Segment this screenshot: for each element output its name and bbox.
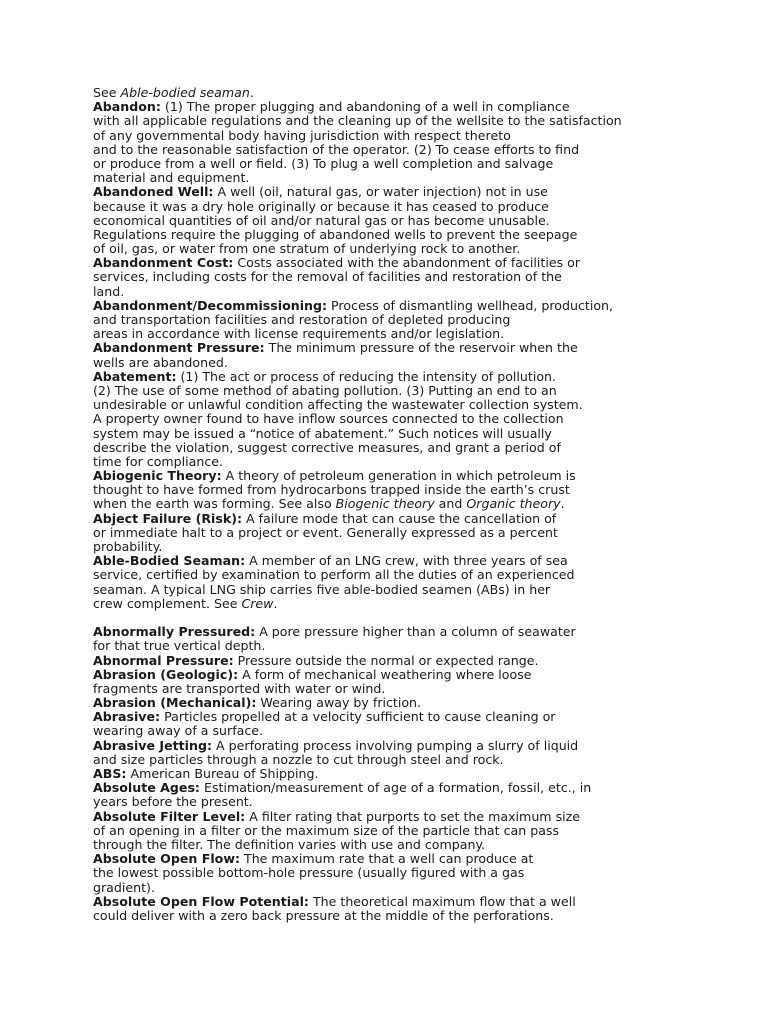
term-heading: Abandoned Well: (93, 184, 214, 200)
glossary-block-b (93, 625, 653, 923)
text-line (93, 810, 653, 824)
definition-text: and transportation facilities and restoration of depleted producing (93, 312, 511, 327)
text-line (93, 781, 653, 795)
text-line (93, 497, 653, 511)
text-line (93, 540, 653, 554)
glossary-block-a (93, 86, 653, 611)
text-line (93, 299, 653, 313)
text-line (93, 583, 653, 597)
definition-text: A member of an LNG crew, with three years of sea (245, 553, 568, 569)
text-line (93, 824, 653, 838)
text-line (93, 469, 653, 483)
cross-reference: Able-bodied seaman (120, 85, 250, 100)
text-line (93, 256, 653, 270)
text-line (93, 710, 653, 724)
definition-text: A well (oil, natural gas, or water injection) not in use (213, 184, 548, 200)
text-line (93, 270, 653, 284)
text-line (93, 441, 653, 455)
text-line (93, 455, 653, 469)
term-heading: Abandonment Cost: (93, 255, 234, 271)
definition-text: describe the violation, suggest corrective measures, and grant a period of (93, 439, 561, 455)
text-line (93, 909, 653, 923)
definition-text: A form of mechanical weathering where loose (238, 666, 532, 682)
term-heading: Abnormal Pressure: (93, 652, 234, 668)
definition-text: areas in accordance with license requirements and/or legislation. (93, 326, 505, 342)
definition-text: (2) The use of some method of abating pollution. (3) Putting an end to an (93, 382, 557, 398)
text-line (93, 114, 653, 128)
text-line (93, 370, 653, 384)
text-line (93, 483, 653, 497)
text-line (93, 200, 653, 214)
text-line (93, 838, 653, 852)
text-line (93, 384, 653, 398)
term-heading: Abrasion (Geologic): (93, 666, 239, 682)
definition-text: A pore pressure higher than a column of seawater (255, 624, 576, 640)
definition-text: Pressure outside the normal or expected range. (233, 652, 539, 668)
definition-text: years before the present. (93, 794, 253, 810)
definition-text: Particles propelled at a velocity sufficient to cause cleaning or (160, 709, 556, 725)
text-line (93, 597, 653, 611)
text-line (93, 767, 653, 781)
definition-text: material and equipment. (93, 170, 250, 186)
definition-text: and (434, 496, 467, 512)
definition-text: the lowest possible bottom-hole pressure (usually figured with a gas (93, 865, 525, 881)
text-line (93, 739, 653, 753)
text-line (93, 157, 653, 171)
text-line (93, 86, 653, 100)
definition-text: or produce from a well or field. (3) To plug a well completion and salvage (93, 155, 554, 171)
term-heading: Abiogenic Theory: (93, 468, 222, 484)
definition-text: wearing away of a surface. (93, 723, 264, 739)
definition-text: probability. (93, 539, 163, 554)
term-heading: Absolute Open Flow: (93, 851, 240, 867)
text-line (93, 171, 653, 185)
definition-text: A theory of petroleum generation in which petroleum is (221, 468, 576, 484)
definition-text: The maximum rate that a well can produce at (240, 851, 534, 867)
document-page (93, 86, 653, 923)
definition-text: The minimum pressure of the reservoir when the (264, 340, 578, 356)
text-line (93, 554, 653, 568)
text-line (93, 214, 653, 228)
term-heading: Abandonment/Decommissioning: (93, 297, 328, 313)
term-heading: Abject Failure (Risk): (93, 510, 243, 526)
definition-text: A filter rating that purports to set the maximum size (245, 808, 580, 824)
text-line (93, 895, 653, 909)
term-heading: Abrasive Jetting: (93, 737, 213, 753)
definition-text: services, including costs for the removal of facilities and restoration of the (93, 269, 562, 285)
text-line (93, 412, 653, 426)
definition-text: (1) The act or process of reducing the intensity of pollution. (176, 368, 557, 384)
definition-text: because it was a dry hole originally or because it has ceased to produce (93, 198, 549, 214)
term-heading: Absolute Open Flow Potential: (93, 893, 309, 909)
definition-text: of oil, gas, or water from one stratum of underlying rock to another. (93, 241, 521, 257)
text-line (93, 398, 653, 412)
term-heading: Absolute Filter Level: (93, 808, 246, 824)
definition-text: American Bureau of Shipping. (126, 766, 319, 781)
definition-text: thought to have formed from hydrocarbons trapped inside the earth’s crust (93, 482, 570, 498)
definition-text: through the filter. The definition varies with use and company. (93, 836, 486, 852)
text-line (93, 285, 653, 299)
definition-text: Process of dismantling wellhead, production, (327, 297, 614, 313)
definition-text: A property owner found to have inflow sources connected to the collection (93, 411, 564, 427)
term-heading: Abrasion (Mechanical): (93, 695, 257, 711)
text-line (93, 143, 653, 157)
text-line (93, 228, 653, 242)
cross-reference: Organic theory (466, 496, 561, 512)
definition-text: and size particles through a nozzle to cut through steel and rock. (93, 751, 504, 767)
definition-text: with all applicable regulations and the cleaning up of the wellsite to the satisfaction (93, 113, 622, 129)
definition-text: . (560, 496, 565, 512)
text-line (93, 129, 653, 143)
term-heading: Abnormally Pressured: (93, 624, 256, 640)
definition-text: A failure mode that can cause the cancellation of (242, 510, 557, 526)
definition-text: for that true vertical depth. (93, 638, 266, 654)
text-line (93, 356, 653, 370)
definition-text: crew complement. See (93, 595, 242, 611)
term-heading: Abandon: (93, 99, 161, 115)
definition-text: land. (93, 283, 125, 299)
text-line (93, 526, 653, 540)
definition-text: when the earth was forming. See also (93, 496, 336, 512)
term-heading: ABS: (93, 766, 127, 781)
definition-text: (1) The proper plugging and abandoning of a well in compliance (160, 99, 570, 115)
definition-text: economical quantities of oil and/or natural gas or has become unusable. (93, 212, 550, 228)
term-heading: Abrasive: (93, 709, 161, 725)
definition-text: time for compliance. (93, 453, 224, 469)
text-line (93, 724, 653, 738)
definition-text: A perforating process involving pumping a slurry of liquid (212, 737, 579, 753)
definition-text: The theoretical maximum flow that a well (308, 893, 576, 909)
text-line (93, 341, 653, 355)
paragraph-gap (93, 611, 653, 625)
definition-text: seaman. A typical LNG ship carries five able-bodied seamen (ABs) in her (93, 581, 551, 597)
definition-text: Costs associated with the abandonment of facilities or (233, 255, 581, 271)
text-line (93, 625, 653, 639)
definition-text: of an opening in a filter or the maximum size of the particle that can pass (93, 822, 560, 838)
definition-text: Regulations require the plugging of abandoned wells to prevent the seepage (93, 226, 578, 242)
text-line (93, 100, 653, 114)
cross-reference: Biogenic theory (335, 496, 435, 512)
text-line (93, 696, 653, 710)
definition-text: undesirable or unlawful condition affecting the wastewater collection system. (93, 397, 583, 413)
definition-text: Estimation/measurement of age of a formation, fossil, etc., in (199, 780, 592, 796)
term-heading: Absolute Ages: (93, 780, 200, 796)
text-line (93, 668, 653, 682)
definition-text: wells are abandoned. (93, 354, 228, 370)
definition-text: . (273, 595, 278, 611)
text-line (93, 185, 653, 199)
definition-text: system may be issued a “notice of abatement.” Such notices will usually (93, 425, 552, 441)
text-line (93, 753, 653, 767)
definition-text: of any governmental body having jurisdiction with respect thereto (93, 127, 511, 143)
text-line (93, 568, 653, 582)
definition-text: fragments are transported with water or wind. (93, 680, 386, 696)
text-line (93, 682, 653, 696)
definition-text: and to the reasonable satisfaction of the operator. (2) To cease efforts to find (93, 141, 580, 157)
definition-text: gradient). (93, 879, 155, 895)
definition-text: or immediate halt to a project or event. Generally expressed as a percent (93, 524, 558, 540)
text-line (93, 313, 653, 327)
term-heading: Able-Bodied Seaman: (93, 553, 246, 569)
text-line (93, 512, 653, 526)
definition-text: Wearing away by friction. (256, 695, 422, 711)
term-heading: Abatement: (93, 368, 177, 384)
text-line (93, 327, 653, 341)
definition-text: . (249, 85, 254, 100)
cross-reference: Crew (241, 595, 274, 611)
definition-text: service, certified by examination to perform all the duties of an experienced (93, 567, 575, 583)
definition-text: See (93, 85, 121, 100)
definition-text: could deliver with a zero back pressure at the middle of the perforations. (93, 907, 554, 923)
text-line (93, 795, 653, 809)
text-line (93, 639, 653, 653)
text-line (93, 242, 653, 256)
text-line (93, 852, 653, 866)
text-line (93, 654, 653, 668)
text-line (93, 866, 653, 880)
text-line (93, 427, 653, 441)
text-line (93, 881, 653, 895)
term-heading: Abandonment Pressure: (93, 340, 265, 356)
